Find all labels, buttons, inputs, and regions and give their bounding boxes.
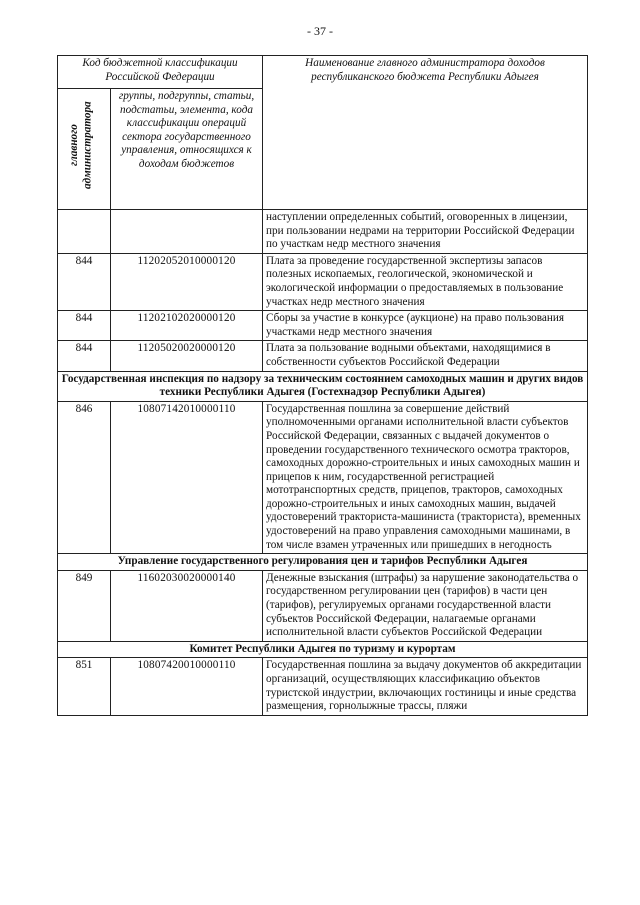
kbk-code: 10807142010000110	[111, 401, 263, 554]
section-title: Комитет Республики Адыгея по туризму и курортам	[58, 641, 588, 658]
table-row	[58, 311, 588, 341]
header-code-title: Код бюджетной классификации Российской Федерации	[58, 56, 263, 89]
admin-code: 851	[58, 658, 111, 715]
page-number: - 37 -	[307, 24, 333, 38]
admin-code: 846	[58, 401, 111, 554]
header-admin-column	[58, 89, 111, 210]
revenue-description: Государственная пошлина за выдачу документов об аккредитации организаций, осуществляющих классификацию объектов туристской индустрии, включающих гостиницы и иные средства размещения, горнолыжные трассы, пляжи	[263, 658, 588, 715]
section-title: Управление государственного регулирования цен и тарифов Республики Адыгея	[58, 554, 588, 571]
admin-code: 844	[58, 253, 111, 310]
section-tourism	[58, 641, 588, 658]
kbk-code: 11202052010000120	[111, 253, 263, 310]
kbk-code: 11202102020000120	[111, 311, 263, 341]
table-header-row	[58, 56, 588, 89]
revenue-description: наступлении определенных событий, оговоренных в лицензии, при пользовании недрами на территории Российской Федерации по участкам недр местного значения	[263, 210, 588, 254]
table-row	[58, 658, 588, 715]
section-title: Государственная инспекция по надзору за техническим состоянием самоходных машин и других видов техники Республики Адыгея (Гостехнадзор Республики Адыгея)	[58, 371, 588, 401]
table-row	[58, 210, 588, 254]
revenue-description: Плата за проведение государственной экспертизы запасов полезных ископаемых, геологической, экономической и экологической информации о предоставляемых в пользование участках недр местного значения	[263, 253, 588, 310]
revenue-description: Государственная пошлина за совершение действий уполномоченными органами исполнительной власти субъектов Российской Федерации, связанных с выдачей документов о проведении государственного технического осмотра тракторов, самоходных дорожно-строительных и иных самоходных машин и прицепов к ним, государственной регистрацией мототранспортных средств, прицепов, тракторов, самоходных дорожно-строительных и иных самоходных машин, выдачей удостоверений тракториста-машиниста (тракториста), временных удостоверений на право управления самоходными машинами, в том числе взамен утраченных или пришедших в негодность	[263, 401, 588, 554]
header-admin-label: главного администратора	[68, 101, 94, 189]
admin-code	[58, 210, 111, 254]
table-row	[58, 401, 588, 554]
admin-code: 844	[58, 341, 111, 371]
budget-classification-table	[57, 55, 588, 716]
header-name-column: Наименование главного администратора доходов республиканского бюджета Республики Адыгея	[263, 56, 588, 210]
revenue-description: Плата за пользование водными объектами, находящимися в собственности субъектов Российской Федерации	[263, 341, 588, 371]
kbk-code: 10807420010000110	[111, 658, 263, 715]
kbk-code: 11602030020000140	[111, 570, 263, 641]
admin-code: 849	[58, 570, 111, 641]
table-row	[58, 570, 588, 641]
section-price-regulation	[58, 554, 588, 571]
header-groups-column: группы, подгруппы, статьи, подстатьи, элемента, кода классификации операций сектора государственного управления, относящихся к доходам бюджетов	[111, 89, 263, 210]
table-row	[58, 253, 588, 310]
revenue-description: Сборы за участие в конкурсе (аукционе) на право пользования участками недр местного значения	[263, 311, 588, 341]
admin-code: 844	[58, 311, 111, 341]
table-row	[58, 341, 588, 371]
section-gostekhnadzor	[58, 371, 588, 401]
kbk-code: 11205020020000120	[111, 341, 263, 371]
revenue-description: Денежные взыскания (штрафы) за нарушение законодательства о государственном регулировании цен (тарифов) в части цен (тарифов), регулируемых органами государственной власти субъектов Российской Федерации, налагаемые органами исполнительной власти субъектов Российской Федерации	[263, 570, 588, 641]
kbk-code	[111, 210, 263, 254]
